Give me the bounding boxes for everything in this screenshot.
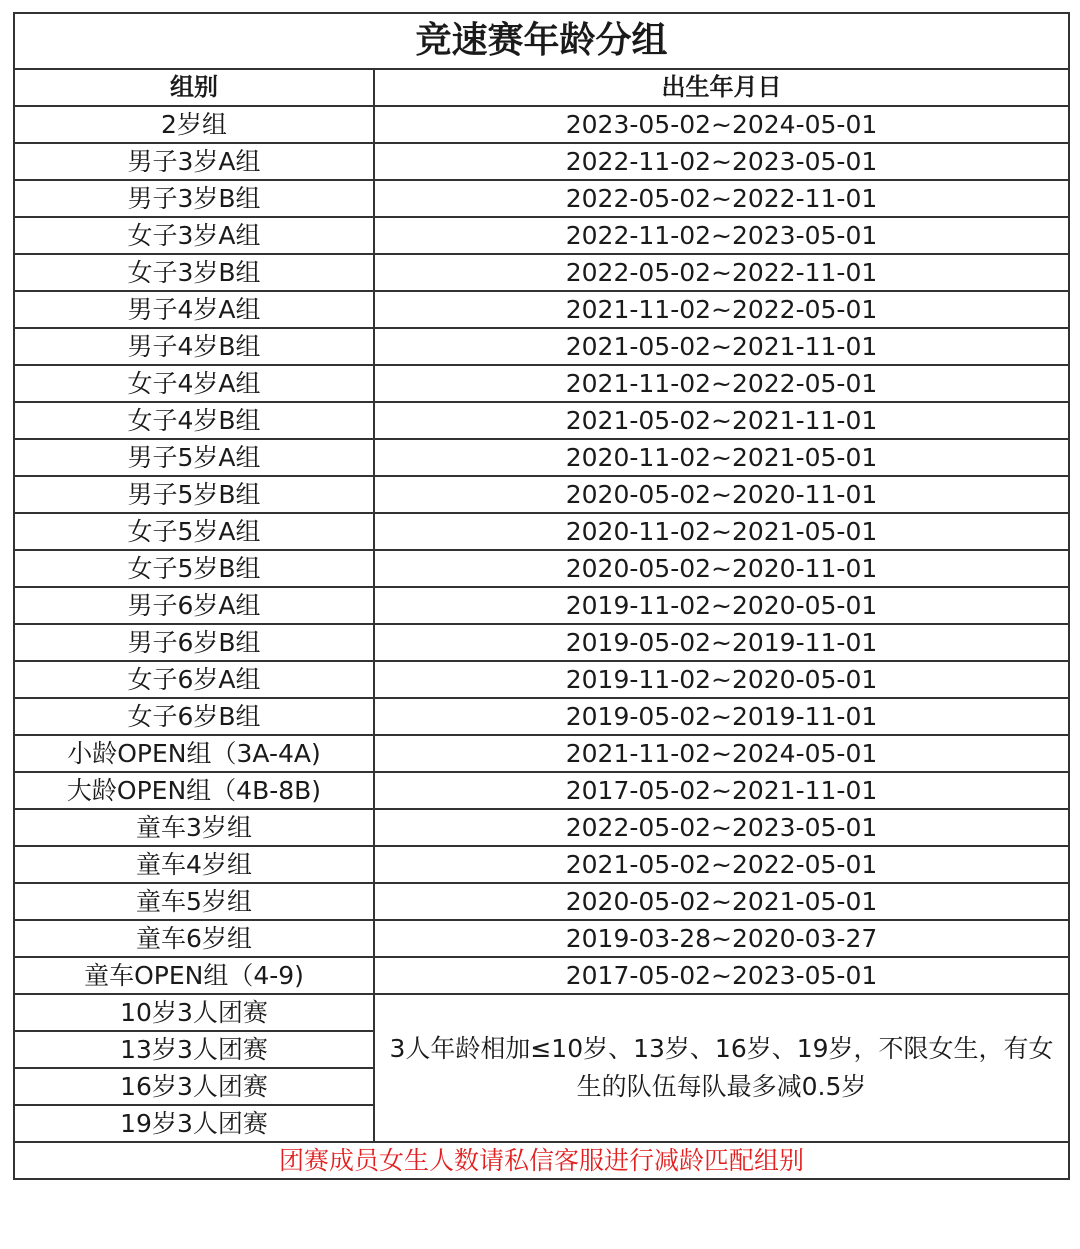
table-row xyxy=(14,217,1069,254)
birth-cell: 2022-11-02~2023-05-01 xyxy=(374,143,1069,180)
group-cell: 男子5岁A组 xyxy=(14,439,374,476)
age-group-table xyxy=(13,12,1070,1180)
age-group-table-container xyxy=(13,12,1068,1180)
group-cell: 男子6岁B组 xyxy=(14,624,374,661)
group-cell: 童车3岁组 xyxy=(14,809,374,846)
group-cell: 男子4岁B组 xyxy=(14,328,374,365)
table-row xyxy=(14,513,1069,550)
team-group-cell: 10岁3人团赛 xyxy=(14,994,374,1031)
table-row xyxy=(14,661,1069,698)
team-group-cell: 13岁3人团赛 xyxy=(14,1031,374,1068)
table-row xyxy=(14,957,1069,994)
table-row xyxy=(14,365,1069,402)
birth-cell: 2020-05-02~2021-05-01 xyxy=(374,883,1069,920)
group-cell: 男子4岁A组 xyxy=(14,291,374,328)
group-cell: 女子4岁B组 xyxy=(14,402,374,439)
birth-cell: 2019-05-02~2019-11-01 xyxy=(374,624,1069,661)
table-row xyxy=(14,735,1069,772)
group-cell: 童车6岁组 xyxy=(14,920,374,957)
title-row xyxy=(14,13,1069,69)
group-cell: 男子3岁A组 xyxy=(14,143,374,180)
group-cell: 童车4岁组 xyxy=(14,846,374,883)
birth-cell: 2020-11-02~2021-05-01 xyxy=(374,439,1069,476)
header-group: 组别 xyxy=(14,69,374,106)
group-cell: 童车OPEN组（4-9) xyxy=(14,957,374,994)
group-cell: 大龄OPEN组（4B-8B) xyxy=(14,772,374,809)
footer-notice: 团赛成员女生人数请私信客服进行减龄匹配组别 xyxy=(14,1142,1069,1179)
birth-cell: 2019-03-28~2020-03-27 xyxy=(374,920,1069,957)
birth-cell: 2019-11-02~2020-05-01 xyxy=(374,587,1069,624)
birth-cell: 2022-05-02~2022-11-01 xyxy=(374,254,1069,291)
group-cell: 男子5岁B组 xyxy=(14,476,374,513)
birth-cell: 2021-05-02~2021-11-01 xyxy=(374,402,1069,439)
birth-cell: 2019-05-02~2019-11-01 xyxy=(374,698,1069,735)
group-cell: 女子6岁A组 xyxy=(14,661,374,698)
birth-cell: 2022-05-02~2023-05-01 xyxy=(374,809,1069,846)
group-cell: 女子6岁B组 xyxy=(14,698,374,735)
team-row xyxy=(14,994,1069,1031)
group-cell: 男子3岁B组 xyxy=(14,180,374,217)
team-rule-note: 3人年龄相加≤10岁、13岁、16岁、19岁，不限女生，有女生的队伍每队最多减0.5岁 xyxy=(374,994,1069,1142)
group-cell: 女子3岁B组 xyxy=(14,254,374,291)
group-cell: 男子6岁A组 xyxy=(14,587,374,624)
table-title: 竞速赛年龄分组 xyxy=(14,13,1069,69)
group-cell: 童车5岁组 xyxy=(14,883,374,920)
table-row xyxy=(14,143,1069,180)
birth-cell: 2021-11-02~2022-05-01 xyxy=(374,365,1069,402)
group-cell: 2岁组 xyxy=(14,106,374,143)
birth-cell: 2023-05-02~2024-05-01 xyxy=(374,106,1069,143)
table-row xyxy=(14,180,1069,217)
birth-cell: 2020-05-02~2020-11-01 xyxy=(374,476,1069,513)
birth-cell: 2021-11-02~2024-05-01 xyxy=(374,735,1069,772)
table-row xyxy=(14,328,1069,365)
table-row xyxy=(14,624,1069,661)
table-row xyxy=(14,809,1069,846)
birth-cell: 2021-11-02~2022-05-01 xyxy=(374,291,1069,328)
team-group-cell: 19岁3人团赛 xyxy=(14,1105,374,1142)
table-row xyxy=(14,254,1069,291)
birth-cell: 2021-05-02~2021-11-01 xyxy=(374,328,1069,365)
team-group-cell: 16岁3人团赛 xyxy=(14,1068,374,1105)
birth-cell: 2020-11-02~2021-05-01 xyxy=(374,513,1069,550)
birth-cell: 2021-05-02~2022-05-01 xyxy=(374,846,1069,883)
birth-cell: 2017-05-02~2021-11-01 xyxy=(374,772,1069,809)
table-row xyxy=(14,476,1069,513)
table-row xyxy=(14,698,1069,735)
table-row xyxy=(14,846,1069,883)
group-cell: 小龄OPEN组（3A-4A) xyxy=(14,735,374,772)
table-row xyxy=(14,439,1069,476)
group-cell: 女子3岁A组 xyxy=(14,217,374,254)
group-cell: 女子4岁A组 xyxy=(14,365,374,402)
birth-cell: 2022-11-02~2023-05-01 xyxy=(374,217,1069,254)
table-row xyxy=(14,587,1069,624)
header-birth: 出生年月日 xyxy=(374,69,1069,106)
birth-cell: 2019-11-02~2020-05-01 xyxy=(374,661,1069,698)
birth-cell: 2020-05-02~2020-11-01 xyxy=(374,550,1069,587)
birth-cell: 2017-05-02~2023-05-01 xyxy=(374,957,1069,994)
table-row xyxy=(14,402,1069,439)
table-row xyxy=(14,291,1069,328)
table-row xyxy=(14,772,1069,809)
table-row xyxy=(14,920,1069,957)
footer-row xyxy=(14,1142,1069,1179)
header-row xyxy=(14,69,1069,106)
group-cell: 女子5岁A组 xyxy=(14,513,374,550)
table-row xyxy=(14,550,1069,587)
group-cell: 女子5岁B组 xyxy=(14,550,374,587)
table-row xyxy=(14,883,1069,920)
birth-cell: 2022-05-02~2022-11-01 xyxy=(374,180,1069,217)
table-row xyxy=(14,106,1069,143)
